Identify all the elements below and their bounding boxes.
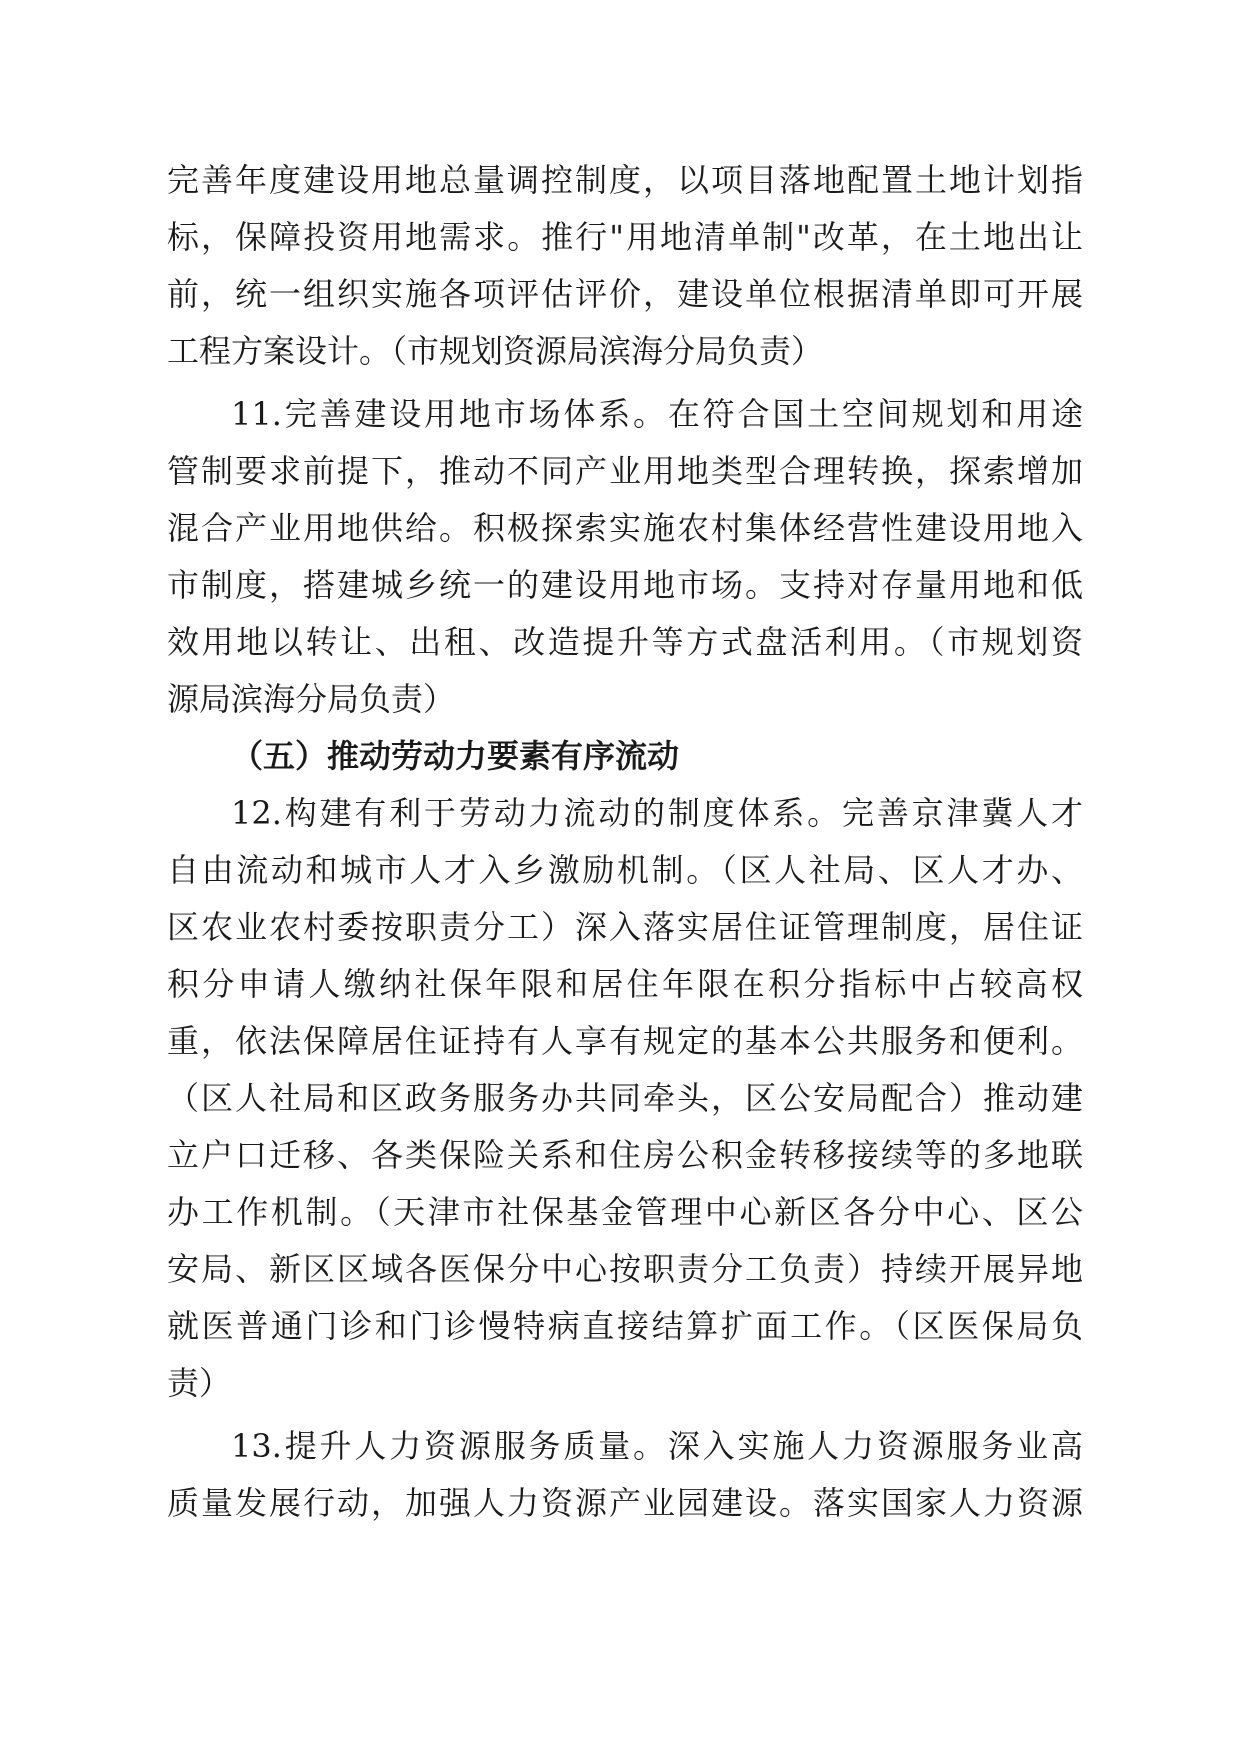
paragraph-line: 责）: [167, 1364, 232, 1402]
paragraph-line: 管制要求前提下，推动不同产业用地类型合理转换，探索增加: [167, 452, 1083, 490]
paragraph-line: 效用地以转让、出租、改造提升等方式盘活利用。（市规划资: [167, 623, 1083, 661]
section-heading: （五）推动劳动力要素有序流动: [231, 737, 680, 775]
document-body: [167, 152, 1083, 1532]
paragraph-line: 就医普通门诊和门诊慢特病直接结算扩面工作。（区医保局负: [167, 1307, 1083, 1345]
paragraph-line: （区人社局和区政务服务办共同牵头，区公安局配合）推动建: [167, 1079, 1083, 1117]
paragraph-line: 办工作机制。（天津市社保基金管理中心新区各分中心、区公: [167, 1193, 1083, 1231]
paragraph-line: 工程方案设计。（市规划资源局滨海分局负责）: [167, 332, 824, 370]
paragraph-line: 源局滨海分局负责）: [167, 680, 456, 718]
paragraph-line: 混合产业用地供给。积极探索实施农村集体经营性建设用地入: [167, 509, 1083, 547]
paragraph-line: 积分申请人缴纳社保年限和居住年限在积分指标中占较高权: [167, 965, 1083, 1003]
paragraph-line: 重，依法保障居住证持有人享有规定的基本公共服务和便利。: [167, 1022, 1083, 1060]
paragraph-line: 标，保障投资用地需求。推行"用地清单制"改革，在土地出让: [167, 218, 1083, 256]
paragraph-line: 自由流动和城市人才入乡激励机制。（区人社局、区人才办、: [167, 851, 1083, 889]
paragraph-line: 前，统一组织实施各项评估评价，建设单位根据清单即可开展: [167, 275, 1083, 313]
paragraph-line-item-11: 11.完善建设用地市场体系。在符合国土空间规划和用途: [231, 395, 1083, 433]
paragraph-line: 质量发展行动，加强人力资源产业园建设。落实国家人力资源: [167, 1484, 1083, 1522]
paragraph-line: 区农业农村委按职责分工）深入落实居住证管理制度，居住证: [167, 908, 1083, 946]
paragraph-line-item-12: 12.构建有利于劳动力流动的制度体系。完善京津冀人才: [231, 794, 1083, 832]
paragraph-line: 立户口迁移、各类保险关系和住房公积金转移接续等的多地联: [167, 1136, 1083, 1174]
paragraph-line: 完善年度建设用地总量调控制度，以项目落地配置土地计划指: [167, 161, 1083, 199]
paragraph-line: 安局、新区区域各医保分中心按职责分工负责）持续开展异地: [167, 1250, 1083, 1288]
paragraph-line: 市制度，搭建城乡统一的建设用地市场。支持对存量用地和低: [167, 566, 1083, 604]
paragraph-line-item-13: 13.提升人力资源服务质量。深入实施人力资源服务业高: [231, 1427, 1083, 1465]
